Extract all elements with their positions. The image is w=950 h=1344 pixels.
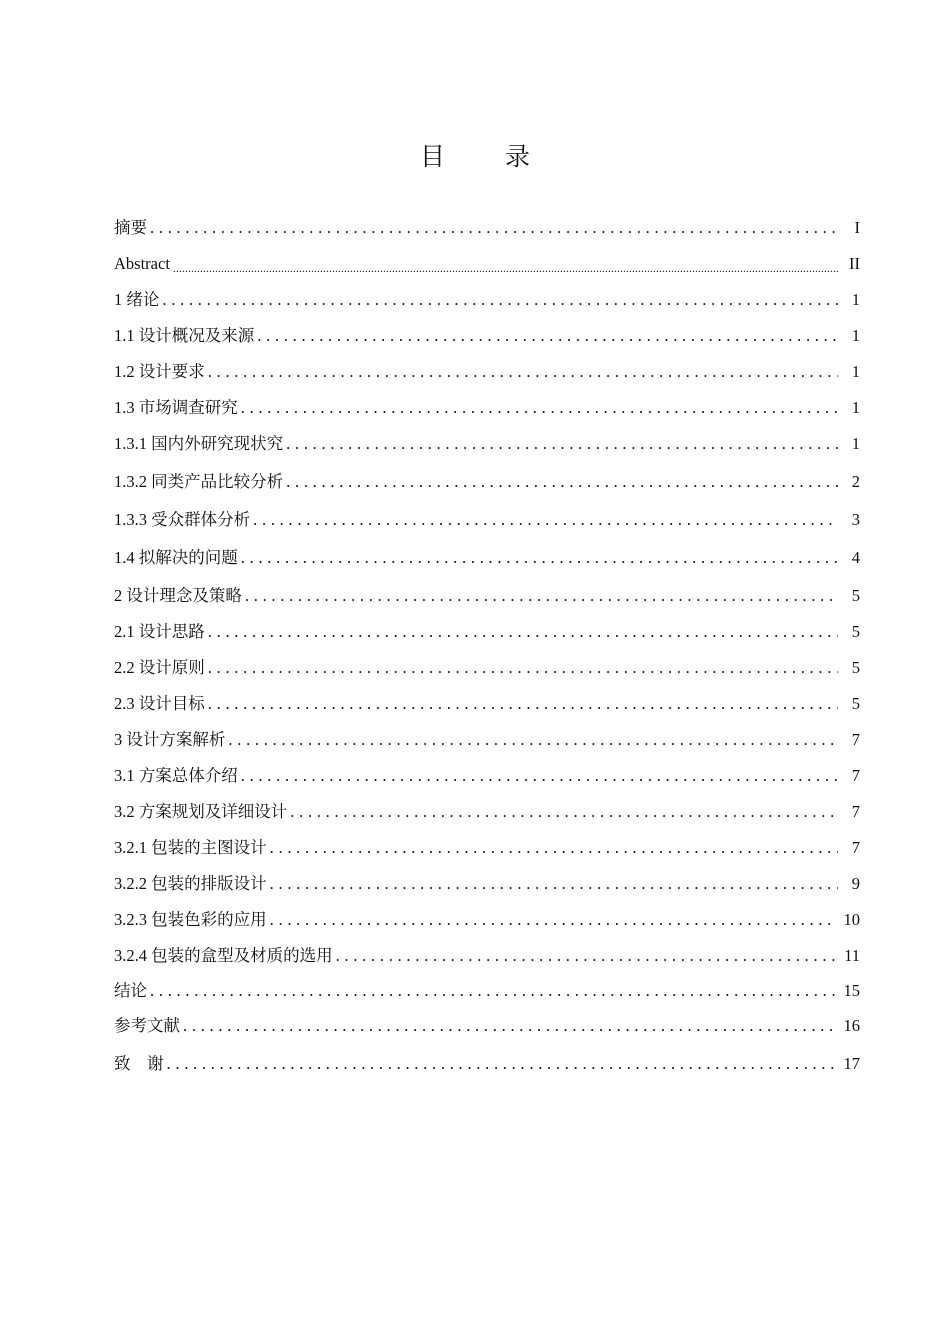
toc-entry-page: 5 bbox=[851, 622, 860, 641]
toc-entry-page: 11 bbox=[844, 946, 860, 965]
toc-entry-page: 5 bbox=[851, 658, 860, 677]
toc-entry-2-1[interactable] bbox=[114, 614, 860, 650]
toc-dot-leader bbox=[162, 290, 838, 310]
toc-dot-leader bbox=[241, 398, 838, 418]
toc-entry-3-2[interactable] bbox=[114, 794, 860, 830]
toc-entry-page: 1 bbox=[851, 362, 860, 381]
toc-entry-3-2-4[interactable] bbox=[114, 938, 860, 974]
toc-entry-label: Abstract bbox=[114, 254, 170, 273]
toc-dot-leader bbox=[150, 218, 838, 238]
toc-entry-label: 摘要 bbox=[114, 218, 147, 237]
toc-entry-abstract-en[interactable] bbox=[114, 246, 860, 282]
toc-dot-leader bbox=[241, 548, 838, 568]
toc-entry-page: 17 bbox=[843, 1054, 860, 1073]
toc-entry-page: 9 bbox=[851, 874, 860, 893]
toc-dot-leader bbox=[208, 658, 838, 678]
toc-entry-label: 2.1 设计思路 bbox=[114, 622, 205, 641]
toc-entry-chapter-3[interactable] bbox=[114, 722, 860, 758]
toc-entry-label: 参考文献 bbox=[114, 1016, 180, 1035]
toc-entry-page: 1 bbox=[851, 398, 860, 417]
toc-dot-leader bbox=[150, 981, 836, 1001]
toc-dot-leader bbox=[253, 510, 838, 530]
toc-entry-page: 5 bbox=[851, 586, 860, 605]
toc-entry-label: 1.2 设计要求 bbox=[114, 362, 205, 381]
toc-entry-label: 3 设计方案解析 bbox=[114, 730, 226, 749]
toc-entry-page: 2 bbox=[851, 472, 860, 491]
toc-entry-label: 1.1 设计概况及来源 bbox=[114, 326, 255, 345]
toc-entry-3-2-1[interactable] bbox=[114, 830, 860, 866]
toc-dot-leader bbox=[336, 946, 836, 966]
toc-entry-1-3-3[interactable] bbox=[114, 502, 860, 538]
toc-dot-leader bbox=[257, 326, 838, 346]
toc-entry-3-2-3[interactable] bbox=[114, 902, 860, 938]
toc-dot-leader bbox=[208, 622, 838, 642]
toc-entry-abstract-cn[interactable] bbox=[114, 210, 860, 246]
toc-dot-leader bbox=[270, 910, 836, 930]
toc-entry-label: 3.2.4 包装的盒型及材质的选用 bbox=[114, 946, 333, 965]
toc-entry-page: I bbox=[854, 218, 860, 237]
toc-entry-label: 3.2.1 包装的主图设计 bbox=[114, 838, 267, 857]
toc-dot-leader bbox=[183, 1016, 836, 1036]
toc-entry-label: 1.3.2 同类产品比较分析 bbox=[114, 472, 284, 491]
toc-entry-1-3[interactable] bbox=[114, 390, 860, 426]
toc-entry-label: 结论 bbox=[114, 981, 147, 1000]
toc-dot-leader bbox=[173, 254, 838, 274]
toc-entry-1-1[interactable] bbox=[114, 318, 860, 354]
toc-entry-page: 1 bbox=[851, 434, 860, 453]
toc-dot-leader bbox=[286, 434, 838, 454]
toc-entry-label: 1.3.3 受众群体分析 bbox=[114, 510, 251, 529]
toc-entry-page: 7 bbox=[851, 766, 860, 785]
toc-dot-leader bbox=[208, 694, 838, 714]
toc-entry-label: 1 绪论 bbox=[114, 290, 160, 309]
toc-dot-leader bbox=[228, 730, 838, 750]
toc-entry-label: 1.3 市场调查研究 bbox=[114, 398, 238, 417]
toc-entry-2-2[interactable] bbox=[114, 650, 860, 686]
toc-entry-references[interactable] bbox=[114, 1008, 860, 1044]
toc-entry-1-2[interactable] bbox=[114, 354, 860, 390]
toc-entry-2-3[interactable] bbox=[114, 686, 860, 722]
toc-entry-page: 1 bbox=[851, 326, 860, 345]
toc-entry-label: 3.2.2 包装的排版设计 bbox=[114, 874, 267, 893]
toc-entry-page: 15 bbox=[843, 981, 860, 1000]
toc-dot-leader bbox=[270, 838, 838, 858]
toc-dot-leader bbox=[208, 362, 838, 382]
table-of-contents bbox=[114, 210, 860, 1084]
toc-entry-label: 1.4 拟解决的问题 bbox=[114, 548, 238, 567]
toc-dot-leader bbox=[167, 1054, 836, 1074]
page-title: 目 录 bbox=[420, 141, 556, 171]
toc-entry-chapter-1[interactable] bbox=[114, 282, 860, 318]
toc-entry-label: 3.1 方案总体介绍 bbox=[114, 766, 238, 785]
toc-entry-page: 7 bbox=[851, 838, 860, 857]
toc-entry-page: 4 bbox=[851, 548, 860, 567]
toc-entry-conclusion[interactable] bbox=[114, 974, 860, 1008]
toc-dot-leader bbox=[245, 586, 838, 606]
toc-entry-label: 2.2 设计原则 bbox=[114, 658, 205, 677]
toc-entry-page: 16 bbox=[843, 1016, 860, 1035]
toc-entry-1-3-1[interactable] bbox=[114, 426, 860, 462]
toc-entry-label: 3.2.3 包装色彩的应用 bbox=[114, 910, 267, 929]
toc-entry-page: 3 bbox=[851, 510, 860, 529]
toc-dot-leader bbox=[270, 874, 838, 894]
toc-dot-leader bbox=[241, 766, 838, 786]
toc-entry-page: 7 bbox=[851, 730, 860, 749]
toc-entry-label: 3.2 方案规划及详细设计 bbox=[114, 802, 288, 821]
toc-entry-label: 2.3 设计目标 bbox=[114, 694, 205, 713]
toc-entry-acknowledgements[interactable] bbox=[114, 1044, 860, 1084]
toc-entry-3-1[interactable] bbox=[114, 758, 860, 794]
toc-entry-chapter-2[interactable] bbox=[114, 578, 860, 614]
toc-entry-3-2-2[interactable] bbox=[114, 866, 860, 902]
toc-entry-page: 7 bbox=[851, 802, 860, 821]
toc-entry-label: 1.3.1 国内外研究现状究 bbox=[114, 434, 284, 453]
toc-dot-leader bbox=[286, 472, 838, 492]
toc-entry-1-4[interactable] bbox=[114, 538, 860, 578]
toc-entry-1-3-2[interactable] bbox=[114, 462, 860, 502]
toc-entry-label: 2 设计理念及策略 bbox=[114, 586, 242, 605]
toc-entry-page: 1 bbox=[851, 290, 860, 309]
toc-entry-label: 致 谢 bbox=[114, 1054, 164, 1073]
toc-entry-page: 10 bbox=[843, 910, 860, 929]
toc-dot-leader bbox=[290, 802, 838, 822]
toc-entry-page: II bbox=[849, 254, 860, 273]
toc-entry-page: 5 bbox=[851, 694, 860, 713]
